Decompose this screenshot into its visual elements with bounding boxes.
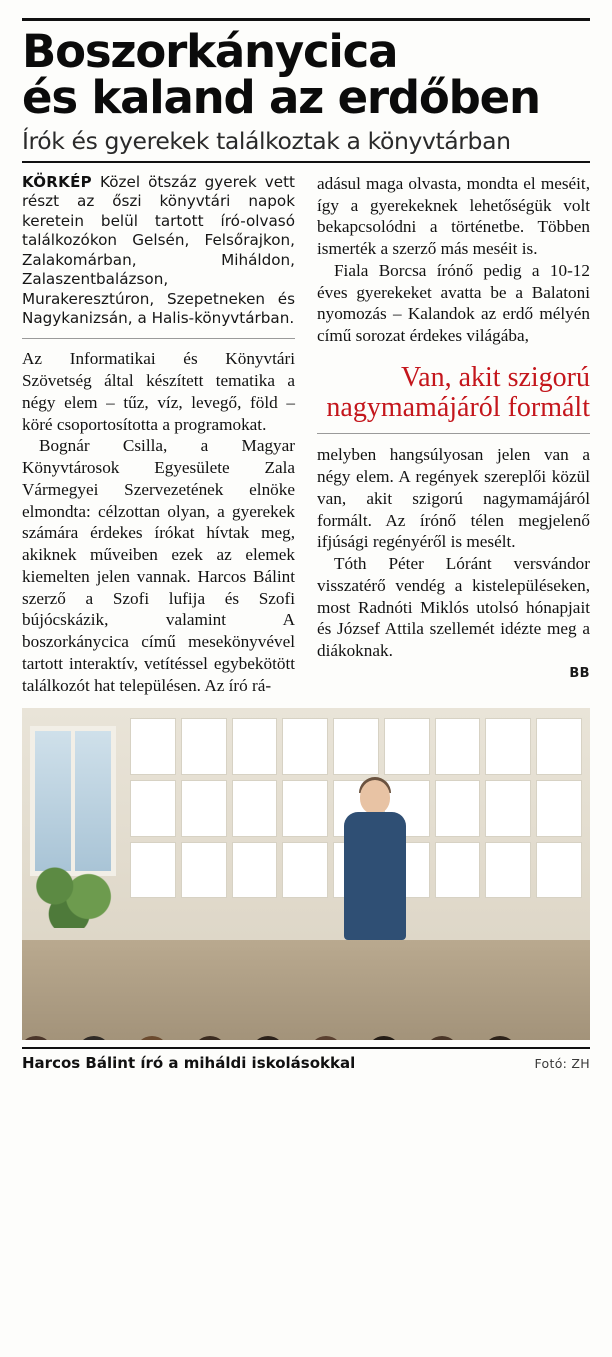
subheadline-rule xyxy=(22,161,590,163)
pull-quote: Van, akit szigorú nagymamájáról formált xyxy=(326,361,590,424)
photo-illustration xyxy=(22,708,590,1040)
headline-line-2: és kaland az erdőben xyxy=(22,70,540,124)
photo-credit: Fotó: ZH xyxy=(534,1056,590,1072)
body-paragraph: Bognár Csilla, a Magyar Könyvtárosok Egyesülete Zala Vármegyei Szervezetének elnöke elmondta: célzottan olyan, a gyerekek számára érdekes írókat hívtak meg, akiknek műveiben ezek az elemek kiemelten jelen vannak. Harcos Bálint szerző a Szofi lufija és Szofi bújócskázik, valamint A boszorkánycica című mesekönyvével tartott interaktív, vetítéssel egybekötött találkozót hat településen. Az író rá- xyxy=(22,436,295,695)
body-paragraph: Tóth Péter Lóránt versvándor visszatérő vendég a kistelepüléseken, most Radnóti Miklós utolsó hónapjait és József Attila szellemét idézte meg a diákoknak. xyxy=(317,554,590,660)
headline-line-1: Boszorkánycica xyxy=(22,25,398,78)
top-rule xyxy=(22,18,590,21)
lead-text: Közel ötszáz gyerek vett részt az őszi könyvtári napok keretein belül tartott író-olvasó találkozókon Gelsén, Felsőrajkon, Zalakomárban, Miháldon, Zalaszentbalázson, Murakeresztúron, Szepetneken és Nagykanizsán, a Halis-könyvtárban. xyxy=(22,172,295,327)
caption-rule xyxy=(22,1047,590,1049)
kicker-label: KÖRKÉP xyxy=(22,172,92,191)
pull-quote-rule xyxy=(317,433,590,434)
photo-caption: Harcos Bálint író a miháldi iskolásokkal xyxy=(22,1054,356,1073)
caption-row xyxy=(22,1054,590,1072)
children-group xyxy=(22,855,590,1040)
column-left xyxy=(22,173,295,697)
column-divider-left xyxy=(22,338,295,339)
column-right xyxy=(317,173,590,697)
body-paragraph: Az Informatikai és Könyvtári Szövetség által készített tematika a négy elem – tűz, víz, levegő, föld – köré csoportosította a programokat. xyxy=(22,349,295,434)
subheadline: Írók és gyerekek találkoztak a könyvtárban xyxy=(22,126,511,155)
author-byline: BB xyxy=(569,665,590,681)
article-columns xyxy=(22,173,590,697)
page-title xyxy=(22,25,590,124)
body-paragraph: melyben hangsúlyosan jelen van a négy elem. A regények szereplői közül van, akit szigorú nagymamájáról formált. Az írónő télen megjelenő ifjúsági regényéről is mesélt. xyxy=(317,445,590,552)
body-paragraph: adásul maga olvasta, mondta el meséit, így a gyerekeknek lehetőségük volt bekapcsolódni a történetbe. Többen ismerték a szerző más meséit is. xyxy=(317,173,590,259)
article-photo xyxy=(22,708,590,1040)
lead-paragraph xyxy=(22,173,295,329)
body-paragraph: Fiala Borcsa írónő pedig a 10-12 éves gyerekeket avatta be a Balatoni nyomozás – Kalandok az erdő mélyén című sorozat érdekes világába, xyxy=(317,260,590,346)
window xyxy=(30,726,116,876)
